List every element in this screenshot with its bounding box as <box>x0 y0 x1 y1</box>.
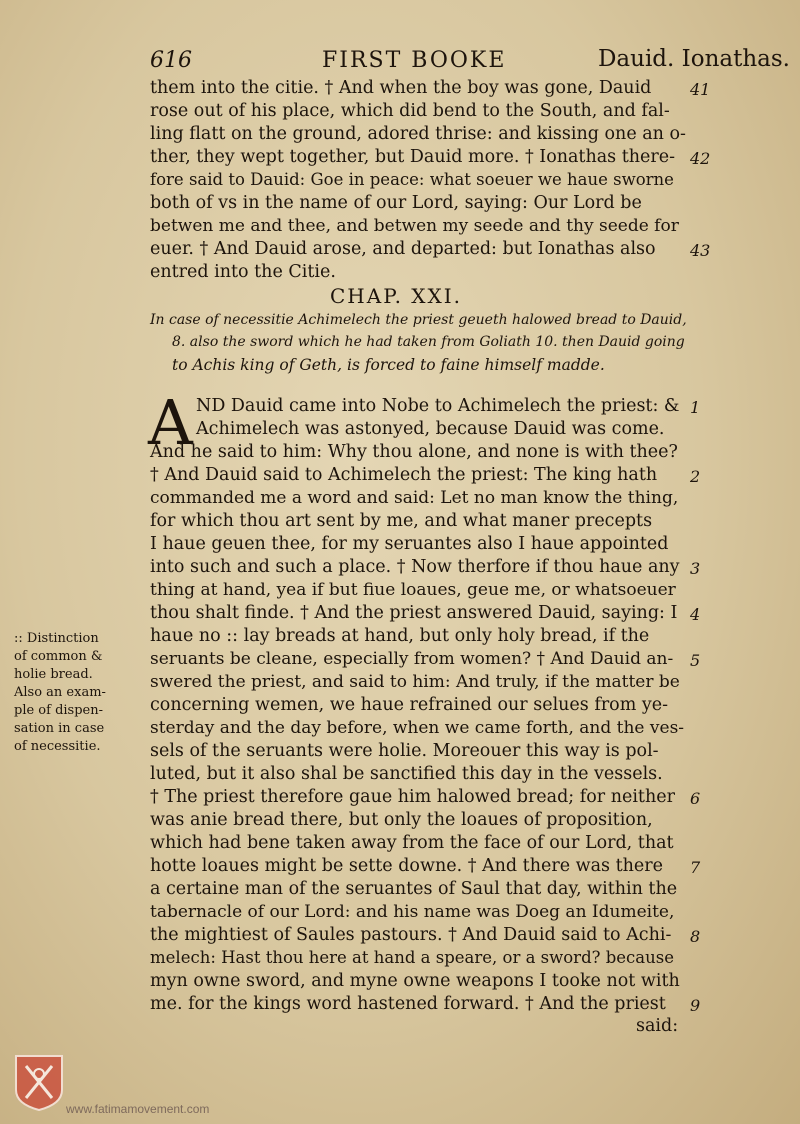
text-line: haue no :: lay breads at hand, but only holy bread, if the <box>150 626 650 646</box>
text-line: ling flatt on the ground, adored thrise: and kissing one an o- <box>150 124 686 144</box>
text-line: thou shalt finde. † And the priest answered Dauid, saying: I <box>150 603 678 623</box>
text-line: commanded me a word and said: Let no man know the thing, <box>150 488 679 508</box>
text-line: seruants be cleane, especially from women? † And Dauid an- <box>150 649 674 669</box>
text-line: ther, they wept together, but Dauid more. † Ionathas there- <box>150 147 676 167</box>
text-line: euer. † And Dauid arose, and departed: but Ionathas also <box>150 239 656 259</box>
watermark-url: www.fatimamovement.com <box>66 1102 210 1116</box>
text-line: into such and such a place. † Now therfore if thou haue any <box>150 557 680 577</box>
verse-number: 2 <box>690 467 701 486</box>
verse-number: 43 <box>690 241 711 260</box>
text-line: me. for the kings word hastened forward. † And the priest <box>150 994 666 1014</box>
text-line: melech: Hast thou here at hand a speare, or a sword? because <box>150 948 674 967</box>
margin-note-line: holie bread. <box>14 667 93 682</box>
chapter-heading: CHAP. XXI. <box>330 284 463 308</box>
drop-cap: A <box>148 386 193 459</box>
text-line: myn owne sword, and myne owne weapons I tooke not with <box>150 971 680 991</box>
summary-line: In case of necessitie Achimelech the priest geueth halowed bread to Dauid, <box>150 312 687 328</box>
margin-note-line: of common & <box>14 649 103 664</box>
text-line: them into the citie. † And when the boy was gone, Dauid <box>150 78 652 98</box>
text-line: I haue geuen thee, for my seruantes also I haue appointed <box>150 534 669 554</box>
book-title: FIRST BOOKE <box>322 48 507 73</box>
verse-number: 41 <box>690 80 711 99</box>
text-line: entred into the Citie. <box>150 262 336 282</box>
page-number: 616 <box>150 48 192 73</box>
verse-number: 4 <box>690 605 701 624</box>
text-line: † And Dauid said to Achimelech the priest: The king hath <box>150 465 658 485</box>
verse-number: 3 <box>690 559 701 578</box>
text-line: was anie bread there, but only the loaues of proposition, <box>150 810 653 830</box>
text-line: † The priest therefore gaue him halowed bread; for neither <box>150 787 675 807</box>
verse-number: 9 <box>690 996 701 1015</box>
text-line: luted, but it also shal be sanctified this day in the vessels. <box>150 764 663 784</box>
running-head: Dauid. Ionathas. <box>597 46 790 72</box>
text-line: sterday and the day before, when we came forth, and the ves- <box>150 718 685 738</box>
text-line: tabernacle of our Lord: and his name was Doeg an Idumeite, <box>150 902 675 922</box>
margin-note-line: sation in case <box>14 721 105 736</box>
summary-line: to Achis king of Geth, is forced to faine himself madde. <box>172 356 605 374</box>
text-line: fore said to Dauid: Goe in peace: what soeuer we haue sworne <box>150 170 674 189</box>
verse-number: 7 <box>690 858 701 877</box>
catchword: said: <box>636 1016 679 1036</box>
text-line: ND Dauid came into Nobe to Achimelech the priest: & <box>196 396 680 416</box>
verse-number: 42 <box>690 149 711 168</box>
verse-number: 6 <box>690 789 701 808</box>
verse-number: 1 <box>690 398 701 417</box>
text-line: both of vs in the name of our Lord, saying: Our Lord be <box>150 193 642 213</box>
text-line: thing at hand, yea if but fiue loaues, geue me, or whatsoeuer <box>150 580 676 600</box>
margin-note-line: ple of dispen- <box>14 703 104 718</box>
verse-number: 5 <box>690 651 701 670</box>
text-line: a certaine man of the seruantes of Saul that day, within the <box>150 879 678 899</box>
text-line: sels of the seruants were holie. Moreouer this way is pol- <box>150 741 659 761</box>
summary-line: 8. also the sword which he had taken from Goliath 10. then Dauid going <box>172 334 685 350</box>
page-header <box>150 46 790 76</box>
margin-note-line: :: Distinction <box>14 631 99 646</box>
text-line: concerning wemen, we haue refrained our selues from ye- <box>150 695 669 715</box>
text-line: for which thou art sent by me, and what maner precepts <box>150 511 653 531</box>
text-line: which had bene taken away from the face of our Lord, that <box>150 833 674 853</box>
text-line: Achimelech was astonyed, because Dauid was come. <box>196 419 665 439</box>
keys-logo-icon <box>12 1052 66 1112</box>
text-line: the mightiest of Saules pastours. † And Dauid said to Achi- <box>150 925 672 945</box>
text-line: And he said to him: Why thou alone, and none is with thee? <box>150 442 678 462</box>
verse-number: 8 <box>690 927 701 946</box>
text-line: swered the priest, and said to him: And truly, if the matter be <box>150 672 680 692</box>
margin-note-line: Also an exam- <box>14 685 106 700</box>
text-line: hotte loaues might be sette downe. † And there was there <box>150 856 663 876</box>
margin-note-line: of necessitie. <box>14 739 101 754</box>
text-line: rose out of his place, which did bend to the South, and fal- <box>150 101 670 121</box>
text-line: betwen me and thee, and betwen my seede and thy seede for <box>150 216 679 236</box>
